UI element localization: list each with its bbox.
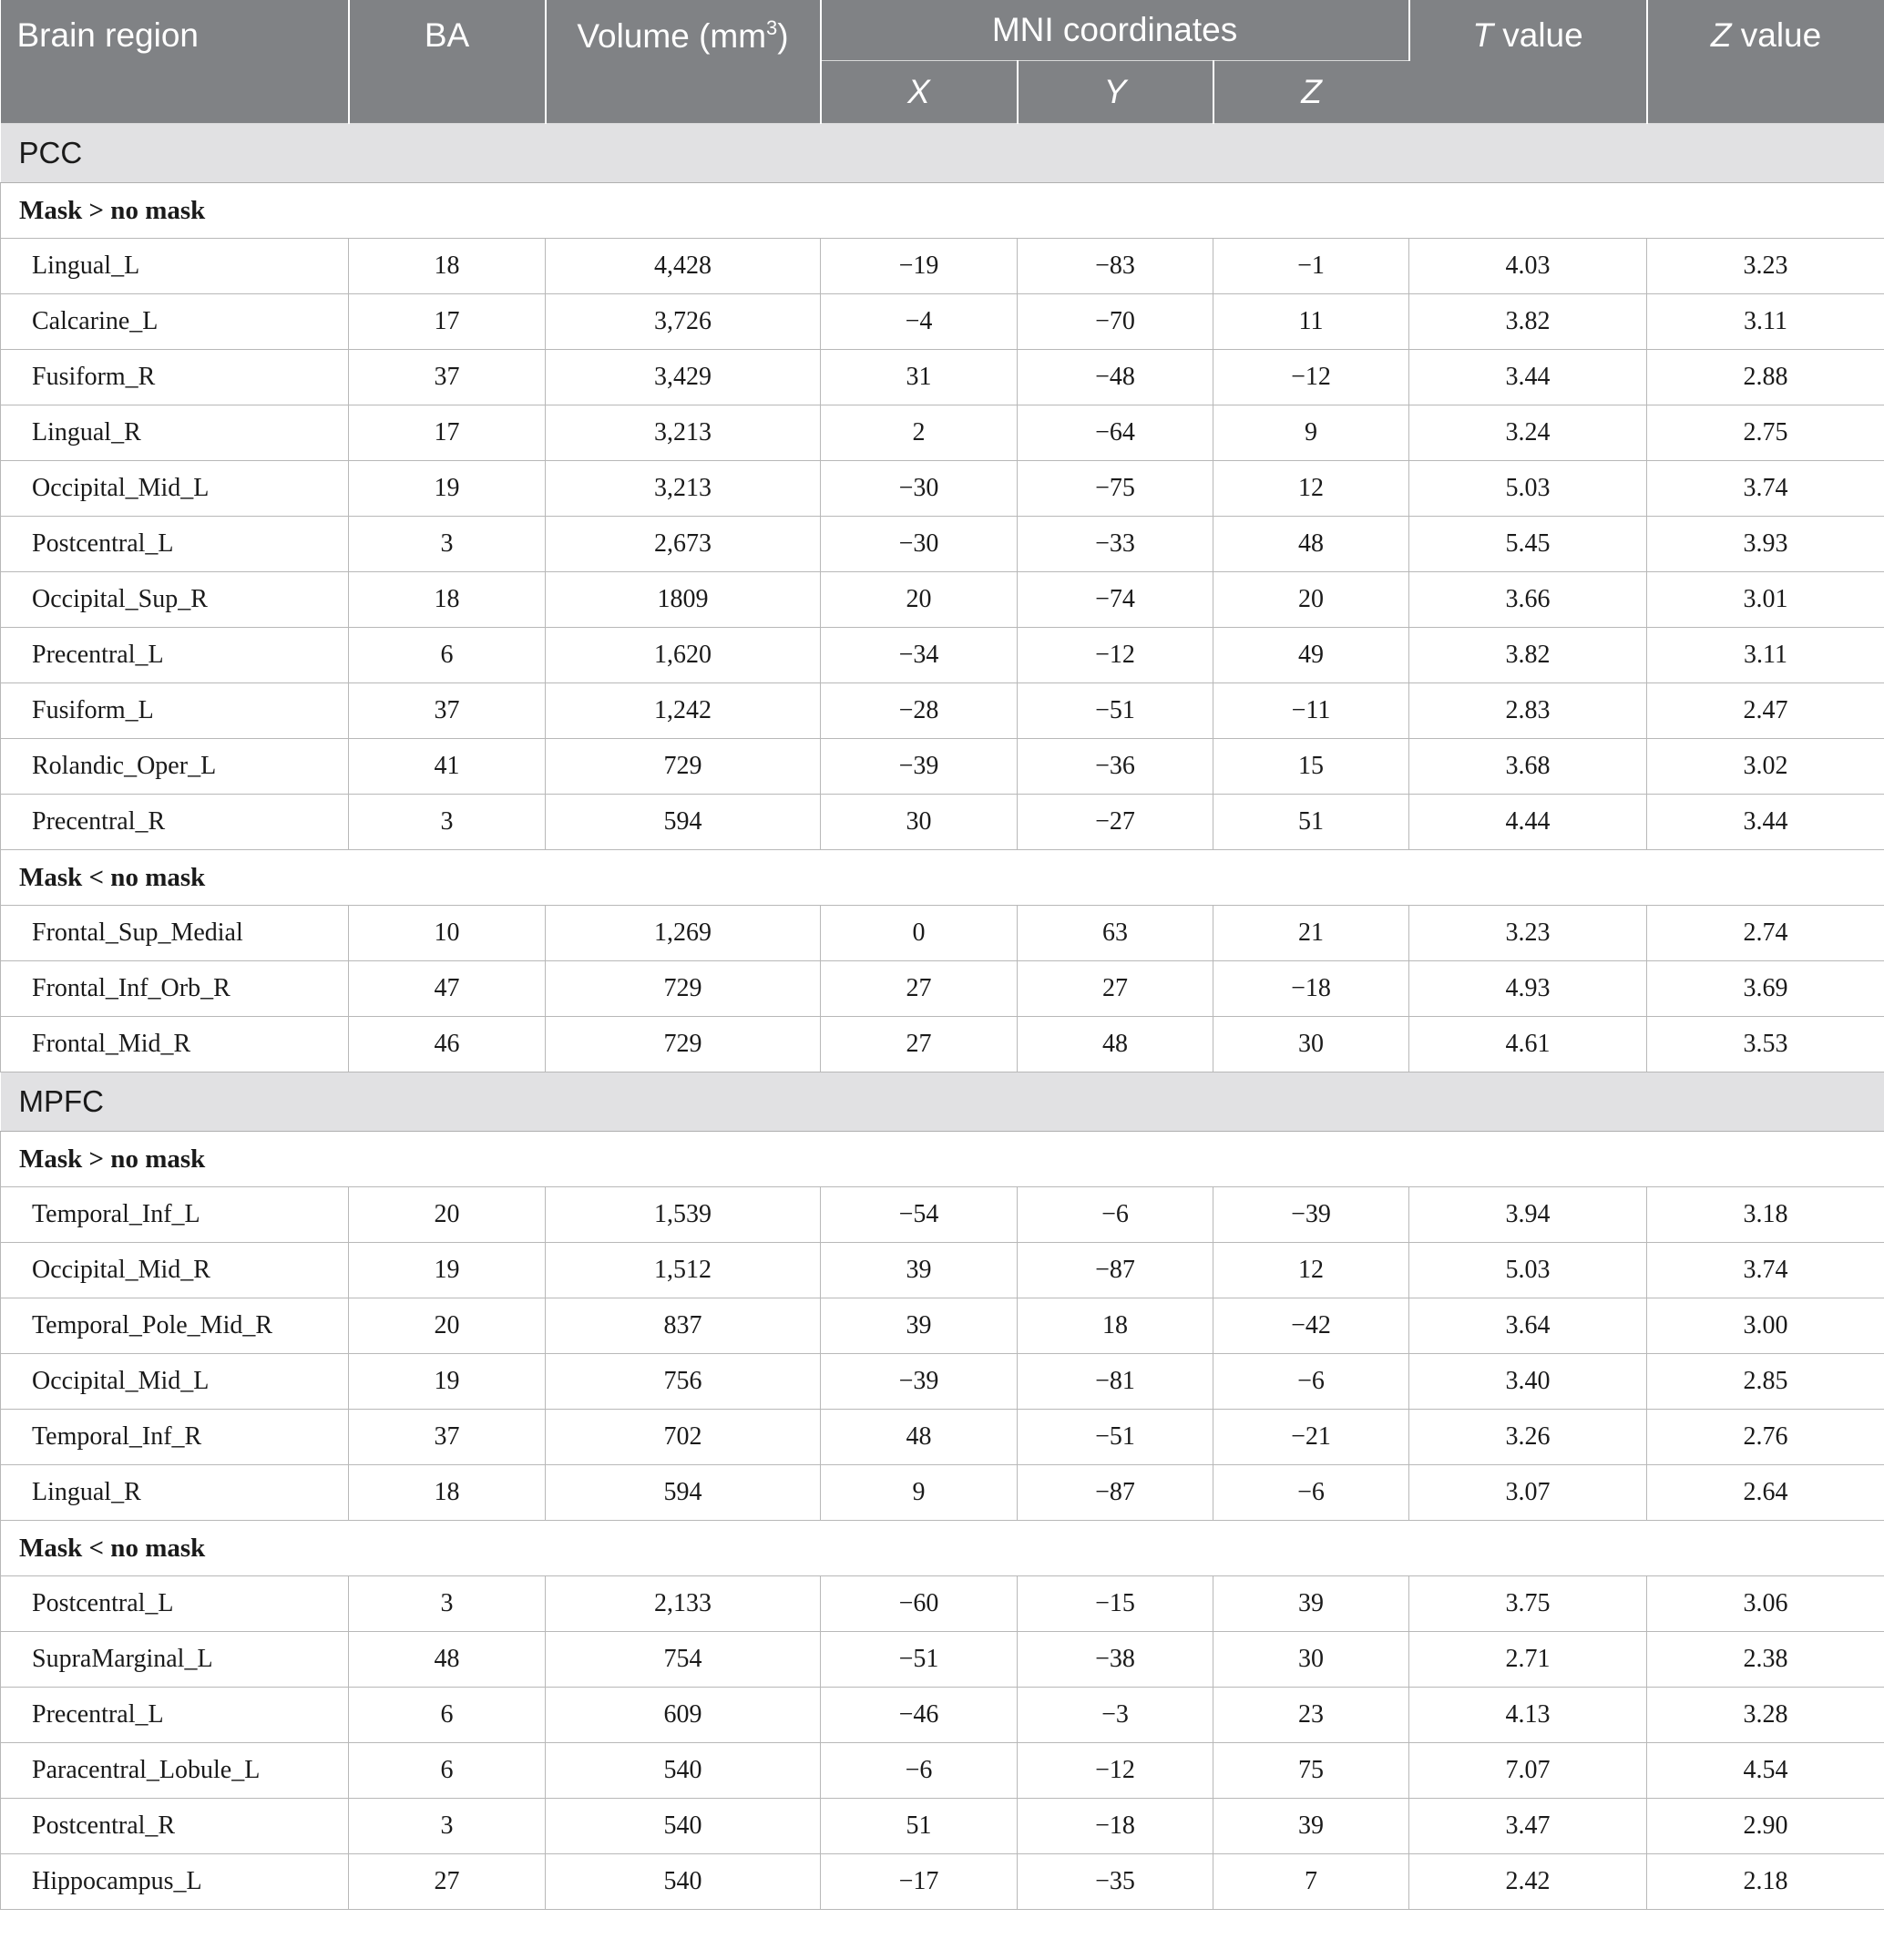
cell-x: −17 xyxy=(821,1854,1018,1910)
cell-t: 7.07 xyxy=(1409,1743,1647,1799)
cell-z: 23 xyxy=(1213,1688,1409,1743)
cell-ba: 47 xyxy=(349,961,546,1017)
cell-zv: 3.23 xyxy=(1647,239,1884,294)
cell-region: Postcentral_L xyxy=(1,1576,349,1632)
cell-region: Precentral_L xyxy=(1,1688,349,1743)
cell-z: 49 xyxy=(1213,628,1409,683)
cell-x: −30 xyxy=(821,517,1018,572)
cell-z: 30 xyxy=(1213,1017,1409,1072)
cell-zv: 2.85 xyxy=(1647,1354,1884,1410)
cell-ba: 20 xyxy=(349,1298,546,1354)
cell-x: −28 xyxy=(821,683,1018,739)
cell-ba: 18 xyxy=(349,1465,546,1521)
cell-ba: 41 xyxy=(349,739,546,795)
cell-region: SupraMarginal_L xyxy=(1,1632,349,1688)
cell-t: 3.40 xyxy=(1409,1354,1647,1410)
cell-x: −30 xyxy=(821,461,1018,517)
cell-y: −27 xyxy=(1018,795,1213,850)
cell-ba: 3 xyxy=(349,1799,546,1854)
cell-t: 3.44 xyxy=(1409,350,1647,405)
table-body xyxy=(1,124,1884,1910)
cell-y: 18 xyxy=(1018,1298,1213,1354)
cell-x: 20 xyxy=(821,572,1018,628)
cell-zv: 3.28 xyxy=(1647,1688,1884,1743)
cell-z: −18 xyxy=(1213,961,1409,1017)
cell-ba: 17 xyxy=(349,294,546,350)
cell-zv: 2.38 xyxy=(1647,1632,1884,1688)
header-volume xyxy=(546,0,821,124)
cell-ba: 48 xyxy=(349,1632,546,1688)
cell-y: −75 xyxy=(1018,461,1213,517)
cell-region: Paracentral_Lobule_L xyxy=(1,1743,349,1799)
table-row xyxy=(1,1743,1884,1799)
cell-y: −18 xyxy=(1018,1799,1213,1854)
cell-ba: 27 xyxy=(349,1854,546,1910)
header-mni-coordinates: MNI coordinates xyxy=(821,0,1409,61)
cell-x: 48 xyxy=(821,1410,1018,1465)
cell-region: Lingual_R xyxy=(1,1465,349,1521)
cell-zv: 4.54 xyxy=(1647,1743,1884,1799)
cell-x: 9 xyxy=(821,1465,1018,1521)
cell-x: 39 xyxy=(821,1243,1018,1298)
cell-z: −42 xyxy=(1213,1298,1409,1354)
table-row xyxy=(1,739,1884,795)
cell-region: Frontal_Mid_R xyxy=(1,1017,349,1072)
section-title: MPFC xyxy=(1,1072,1884,1132)
cell-z: 11 xyxy=(1213,294,1409,350)
table-row xyxy=(1,1410,1884,1465)
table-row xyxy=(1,461,1884,517)
cell-ba: 37 xyxy=(349,1410,546,1465)
cell-region: Temporal_Inf_L xyxy=(1,1187,349,1243)
cell-t: 3.47 xyxy=(1409,1799,1647,1854)
table-row xyxy=(1,294,1884,350)
header-x: X xyxy=(821,61,1018,124)
header-y: Y xyxy=(1018,61,1213,124)
cell-x: −39 xyxy=(821,739,1018,795)
cell-volume: 594 xyxy=(546,795,821,850)
table-row xyxy=(1,795,1884,850)
subgroup-mask-greater xyxy=(1,1132,1884,1187)
cell-z: 39 xyxy=(1213,1576,1409,1632)
cell-zv: 2.74 xyxy=(1647,906,1884,961)
cell-volume: 540 xyxy=(546,1799,821,1854)
cell-zv: 2.75 xyxy=(1647,405,1884,461)
cell-y: −15 xyxy=(1018,1576,1213,1632)
cell-zv: 3.11 xyxy=(1647,294,1884,350)
cell-z: −12 xyxy=(1213,350,1409,405)
header-volume-text: Volume (mm xyxy=(577,17,767,55)
cell-volume: 1,269 xyxy=(546,906,821,961)
table-row xyxy=(1,1017,1884,1072)
cell-y: −6 xyxy=(1018,1187,1213,1243)
cell-x: −54 xyxy=(821,1187,1018,1243)
subgroup-mask-less xyxy=(1,850,1884,906)
cell-y: −38 xyxy=(1018,1632,1213,1688)
cell-y: −87 xyxy=(1018,1465,1213,1521)
cell-volume: 4,428 xyxy=(546,239,821,294)
cell-zv: 2.90 xyxy=(1647,1799,1884,1854)
cell-volume: 1,512 xyxy=(546,1243,821,1298)
cell-volume: 540 xyxy=(546,1743,821,1799)
table-row xyxy=(1,1799,1884,1854)
cell-t: 4.03 xyxy=(1409,239,1647,294)
header-z-letter: Z xyxy=(1710,16,1732,54)
cell-t: 4.61 xyxy=(1409,1017,1647,1072)
cell-zv: 2.88 xyxy=(1647,350,1884,405)
cell-z: −6 xyxy=(1213,1354,1409,1410)
cell-ba: 18 xyxy=(349,239,546,294)
cell-volume: 754 xyxy=(546,1632,821,1688)
cell-zv: 3.74 xyxy=(1647,461,1884,517)
table-row xyxy=(1,1298,1884,1354)
cell-zv: 3.01 xyxy=(1647,572,1884,628)
cell-x: −34 xyxy=(821,628,1018,683)
cell-region: Fusiform_L xyxy=(1,683,349,739)
cell-x: −19 xyxy=(821,239,1018,294)
cell-volume: 1,242 xyxy=(546,683,821,739)
cell-z: −11 xyxy=(1213,683,1409,739)
cell-volume: 540 xyxy=(546,1854,821,1910)
cell-x: −4 xyxy=(821,294,1018,350)
cell-y: −51 xyxy=(1018,683,1213,739)
subgroup-mask-less xyxy=(1,1521,1884,1576)
cell-t: 3.24 xyxy=(1409,405,1647,461)
table-row xyxy=(1,1688,1884,1743)
cell-z: 75 xyxy=(1213,1743,1409,1799)
table-row xyxy=(1,961,1884,1017)
cell-y: −74 xyxy=(1018,572,1213,628)
cell-x: −6 xyxy=(821,1743,1018,1799)
table-row xyxy=(1,683,1884,739)
header-t-value xyxy=(1409,0,1647,124)
cell-t: 3.26 xyxy=(1409,1410,1647,1465)
table-row xyxy=(1,405,1884,461)
cell-volume: 837 xyxy=(546,1298,821,1354)
cell-y: −33 xyxy=(1018,517,1213,572)
cell-y: −12 xyxy=(1018,628,1213,683)
table-row xyxy=(1,1354,1884,1410)
table-row xyxy=(1,1243,1884,1298)
cell-ba: 6 xyxy=(349,628,546,683)
cell-t: 3.68 xyxy=(1409,739,1647,795)
cell-z: 12 xyxy=(1213,1243,1409,1298)
cell-ba: 37 xyxy=(349,683,546,739)
cell-t: 2.42 xyxy=(1409,1854,1647,1910)
cell-z: −6 xyxy=(1213,1465,1409,1521)
cell-y: −70 xyxy=(1018,294,1213,350)
cell-y: −3 xyxy=(1018,1688,1213,1743)
cell-y: −48 xyxy=(1018,350,1213,405)
cell-volume: 594 xyxy=(546,1465,821,1521)
cell-t: 2.83 xyxy=(1409,683,1647,739)
cell-ba: 3 xyxy=(349,517,546,572)
cell-z: 15 xyxy=(1213,739,1409,795)
table-row xyxy=(1,1576,1884,1632)
cell-t: 3.64 xyxy=(1409,1298,1647,1354)
cell-z: 48 xyxy=(1213,517,1409,572)
cell-volume: 1,620 xyxy=(546,628,821,683)
cell-y: −83 xyxy=(1018,239,1213,294)
cell-x: 31 xyxy=(821,350,1018,405)
table-row xyxy=(1,350,1884,405)
cell-region: Temporal_Inf_R xyxy=(1,1410,349,1465)
cell-volume: 729 xyxy=(546,1017,821,1072)
header-volume-superscript: 3 xyxy=(766,16,778,39)
cell-t: 4.44 xyxy=(1409,795,1647,850)
cell-x: 39 xyxy=(821,1298,1018,1354)
table-row xyxy=(1,239,1884,294)
cell-ba: 20 xyxy=(349,1187,546,1243)
cell-ba: 17 xyxy=(349,405,546,461)
subgroup-label: Mask > no mask xyxy=(1,1132,1884,1187)
cell-t: 3.75 xyxy=(1409,1576,1647,1632)
cell-region: Postcentral_L xyxy=(1,517,349,572)
table-row xyxy=(1,517,1884,572)
cell-region: Frontal_Sup_Medial xyxy=(1,906,349,961)
cell-volume: 3,213 xyxy=(546,405,821,461)
cell-zv: 3.44 xyxy=(1647,795,1884,850)
section-title: PCC xyxy=(1,124,1884,183)
cell-region: Lingual_R xyxy=(1,405,349,461)
cell-region: Temporal_Pole_Mid_R xyxy=(1,1298,349,1354)
cell-region: Occipital_Mid_L xyxy=(1,461,349,517)
cell-volume: 756 xyxy=(546,1354,821,1410)
cell-zv: 2.18 xyxy=(1647,1854,1884,1910)
subgroup-label: Mask < no mask xyxy=(1,1521,1884,1576)
cell-x: 2 xyxy=(821,405,1018,461)
cell-zv: 3.74 xyxy=(1647,1243,1884,1298)
cell-region: Occipital_Sup_R xyxy=(1,572,349,628)
cell-y: −64 xyxy=(1018,405,1213,461)
cell-y: 48 xyxy=(1018,1017,1213,1072)
subgroup-label: Mask < no mask xyxy=(1,850,1884,906)
cell-zv: 3.69 xyxy=(1647,961,1884,1017)
cell-volume: 729 xyxy=(546,961,821,1017)
cell-volume: 609 xyxy=(546,1688,821,1743)
cell-t: 3.82 xyxy=(1409,628,1647,683)
cell-zv: 3.53 xyxy=(1647,1017,1884,1072)
cell-t: 5.03 xyxy=(1409,461,1647,517)
cell-x: 30 xyxy=(821,795,1018,850)
subgroup-label: Mask > no mask xyxy=(1,183,1884,239)
cell-zv: 2.64 xyxy=(1647,1465,1884,1521)
cell-x: 27 xyxy=(821,1017,1018,1072)
cell-zv: 3.93 xyxy=(1647,517,1884,572)
cell-z: 30 xyxy=(1213,1632,1409,1688)
section-pcc xyxy=(1,124,1884,183)
cell-t: 3.94 xyxy=(1409,1187,1647,1243)
cell-t: 3.82 xyxy=(1409,294,1647,350)
table-row xyxy=(1,572,1884,628)
cell-region: Precentral_R xyxy=(1,795,349,850)
cell-z: −39 xyxy=(1213,1187,1409,1243)
cell-region: Precentral_L xyxy=(1,628,349,683)
table-row xyxy=(1,1465,1884,1521)
cell-y: −87 xyxy=(1018,1243,1213,1298)
cell-ba: 37 xyxy=(349,350,546,405)
cell-ba: 46 xyxy=(349,1017,546,1072)
cell-volume: 702 xyxy=(546,1410,821,1465)
cell-t: 3.66 xyxy=(1409,572,1647,628)
cell-region: Rolandic_Oper_L xyxy=(1,739,349,795)
cell-ba: 3 xyxy=(349,1576,546,1632)
cell-region: Frontal_Inf_Orb_R xyxy=(1,961,349,1017)
cell-t: 3.23 xyxy=(1409,906,1647,961)
cell-zv: 2.76 xyxy=(1647,1410,1884,1465)
cell-zv: 2.47 xyxy=(1647,683,1884,739)
subgroup-mask-greater xyxy=(1,183,1884,239)
cell-region: Occipital_Mid_L xyxy=(1,1354,349,1410)
cell-ba: 3 xyxy=(349,795,546,850)
header-ba: BA xyxy=(349,0,546,124)
cell-region: Occipital_Mid_R xyxy=(1,1243,349,1298)
header-volume-close: ) xyxy=(777,17,789,55)
cell-y: −36 xyxy=(1018,739,1213,795)
cell-x: −46 xyxy=(821,1688,1018,1743)
cell-ba: 19 xyxy=(349,461,546,517)
cell-t: 4.93 xyxy=(1409,961,1647,1017)
cell-z: 21 xyxy=(1213,906,1409,961)
cell-y: 63 xyxy=(1018,906,1213,961)
cell-volume: 3,726 xyxy=(546,294,821,350)
cell-x: −39 xyxy=(821,1354,1018,1410)
cell-y: −81 xyxy=(1018,1354,1213,1410)
table-row xyxy=(1,1187,1884,1243)
cell-region: Calcarine_L xyxy=(1,294,349,350)
cell-volume: 3,429 xyxy=(546,350,821,405)
cell-zv: 3.11 xyxy=(1647,628,1884,683)
cell-ba: 10 xyxy=(349,906,546,961)
cell-x: −60 xyxy=(821,1576,1018,1632)
cell-ba: 19 xyxy=(349,1354,546,1410)
cell-ba: 6 xyxy=(349,1688,546,1743)
cell-z: −21 xyxy=(1213,1410,1409,1465)
cell-region: Lingual_L xyxy=(1,239,349,294)
cell-region: Hippocampus_L xyxy=(1,1854,349,1910)
header-brain-region: Brain region xyxy=(1,0,349,124)
cell-x: 51 xyxy=(821,1799,1018,1854)
cell-t: 5.03 xyxy=(1409,1243,1647,1298)
cell-zv: 3.18 xyxy=(1647,1187,1884,1243)
cell-ba: 18 xyxy=(349,572,546,628)
section-mpfc xyxy=(1,1072,1884,1132)
cell-t: 4.13 xyxy=(1409,1688,1647,1743)
header-z: Z xyxy=(1213,61,1409,124)
cell-y: 27 xyxy=(1018,961,1213,1017)
cell-region: Fusiform_R xyxy=(1,350,349,405)
cell-z: 39 xyxy=(1213,1799,1409,1854)
table-row xyxy=(1,906,1884,961)
cell-t: 3.07 xyxy=(1409,1465,1647,1521)
cell-x: −51 xyxy=(821,1632,1018,1688)
cell-x: 0 xyxy=(821,906,1018,961)
cell-ba: 6 xyxy=(349,1743,546,1799)
cell-zv: 3.00 xyxy=(1647,1298,1884,1354)
cell-x: 27 xyxy=(821,961,1018,1017)
cell-volume: 729 xyxy=(546,739,821,795)
cell-volume: 2,673 xyxy=(546,517,821,572)
table-row xyxy=(1,628,1884,683)
cell-zv: 3.06 xyxy=(1647,1576,1884,1632)
header-z-label: value xyxy=(1731,16,1822,54)
cell-z: 9 xyxy=(1213,405,1409,461)
cell-region: Postcentral_R xyxy=(1,1799,349,1854)
cell-y: −35 xyxy=(1018,1854,1213,1910)
cell-z: 20 xyxy=(1213,572,1409,628)
cell-zv: 3.02 xyxy=(1647,739,1884,795)
cell-volume: 1,539 xyxy=(546,1187,821,1243)
cell-volume: 3,213 xyxy=(546,461,821,517)
header-t-letter: T xyxy=(1472,16,1493,54)
cell-y: −12 xyxy=(1018,1743,1213,1799)
header-t-label: value xyxy=(1492,16,1583,54)
table-row xyxy=(1,1854,1884,1910)
cell-z: 51 xyxy=(1213,795,1409,850)
cell-z: 7 xyxy=(1213,1854,1409,1910)
cell-t: 5.45 xyxy=(1409,517,1647,572)
cell-z: 12 xyxy=(1213,461,1409,517)
cell-ba: 19 xyxy=(349,1243,546,1298)
header-z-value xyxy=(1647,0,1884,124)
cell-volume: 2,133 xyxy=(546,1576,821,1632)
cell-z: −1 xyxy=(1213,239,1409,294)
cell-y: −51 xyxy=(1018,1410,1213,1465)
table-row xyxy=(1,1632,1884,1688)
cell-volume: 1809 xyxy=(546,572,821,628)
cell-t: 2.71 xyxy=(1409,1632,1647,1688)
